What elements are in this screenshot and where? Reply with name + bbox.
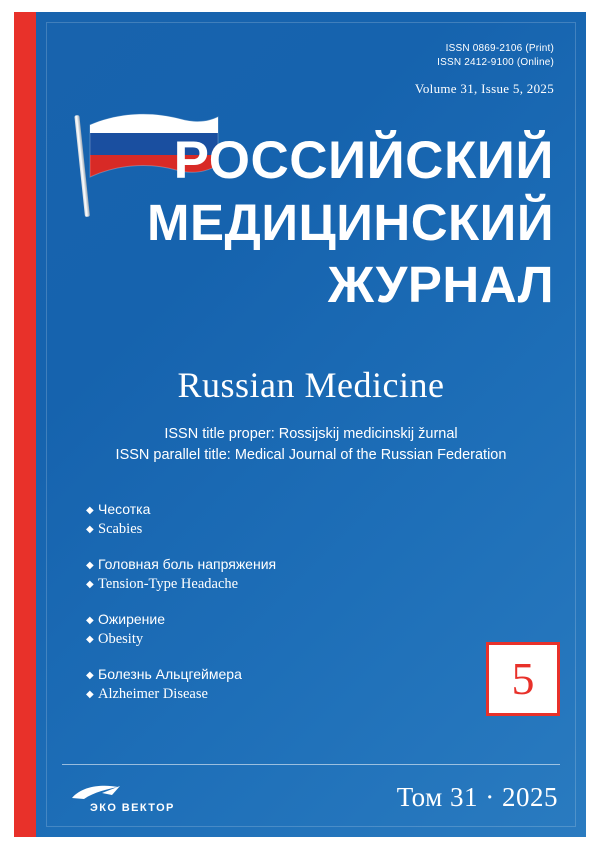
topic-item [86,665,276,704]
issue-number-value: 5 [511,653,535,704]
title-line-1: РОССИЙСКИЙ [173,131,554,190]
page-title [36,130,586,316]
diamond-bullet-icon: ◆ [86,669,94,681]
diamond-bullet-icon: ◆ [86,578,94,590]
diamond-bullet-icon: ◆ [86,504,94,516]
topic-item [86,610,276,649]
topic-en: ◆ Alzheimer Disease [86,685,276,704]
diamond-bullet-icon: ◆ [86,614,94,626]
topics-list [86,500,276,720]
issn-title-parallel: ISSN parallel title: Medical Journal of the Russian Federation [115,447,507,463]
issn-title-proper: ISSN title proper: Rossijskij medicinskij žurnal [164,426,458,442]
title-line-3: ЖУРНАЛ [327,256,554,313]
title-english: Russian Medicine [177,365,445,405]
diamond-bullet-icon: ◆ [86,688,94,700]
publisher-name: ЭКО ВЕКТОР [90,802,175,814]
issn-block [415,42,554,96]
topic-en: ◆ Obesity [86,630,276,649]
topic-ru: ◆ Болезнь Альцгеймера [86,665,276,685]
issue-number-badge [486,642,560,716]
topic-en: ◆ Scabies [86,520,276,539]
topic-ru: ◆ Ожирение [86,610,276,630]
cover-spine-stripe [14,12,36,837]
title-line-2: МЕДИЦИНСКИЙ [146,194,554,251]
bottom-divider [62,764,560,765]
topic-ru: ◆ Головная боль напряжения [86,555,276,575]
topic-ru: ◆ Чесотка [86,500,276,520]
diamond-bullet-icon: ◆ [86,523,94,535]
issn-print: ISSN 0869-2106 (Print) [445,43,554,54]
eco-vector-mark-icon [68,784,128,804]
topic-item [86,500,276,539]
cover-main-panel [36,12,586,837]
topic-en: ◆ Tension-Type Headache [86,575,276,594]
diamond-bullet-icon: ◆ [86,633,94,645]
publisher-logo [68,784,228,824]
issn-title-block [36,424,586,466]
volume-issue-year: Volume 31, Issue 5, 2025 [414,81,554,96]
volume-year-label: Том 31 · 2025 [396,782,558,812]
diamond-bullet-icon: ◆ [86,559,94,571]
topic-item [86,555,276,594]
issn-online: ISSN 2412-9100 (Online) [437,57,554,68]
